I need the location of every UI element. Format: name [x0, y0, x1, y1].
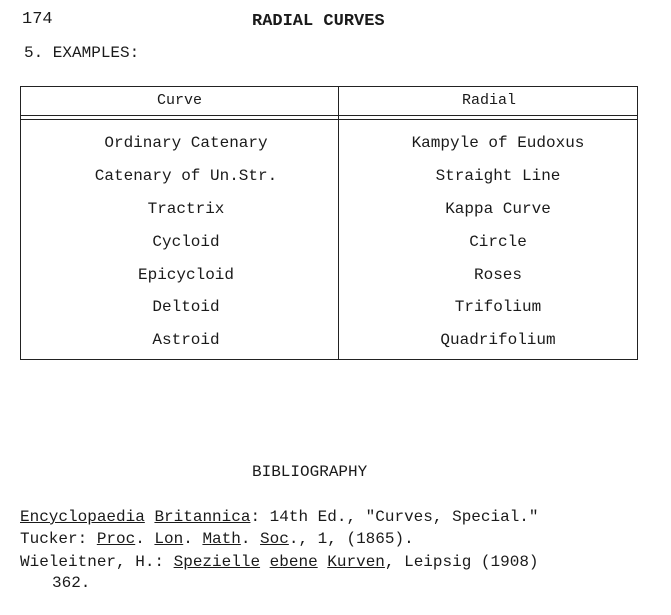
cited-work: Soc — [260, 530, 289, 548]
table-row — [21, 200, 637, 233]
curve-cell: Epicycloid — [137, 266, 234, 284]
radial-cell: Quadrifolium — [440, 331, 556, 349]
radial-cell: Circle — [469, 233, 527, 251]
radial-cell: Roses — [473, 266, 522, 284]
curve-cell: Ordinary Catenary — [104, 134, 268, 152]
table-row — [21, 167, 637, 200]
bibliography-entry: Encyclopaedia Britannica: 14th Ed., "Curves, Special." — [20, 508, 539, 526]
cited-work: Math — [202, 530, 241, 548]
table-row — [21, 331, 637, 364]
bibliography-entry-continuation: 362. — [52, 574, 91, 592]
bibliography-entry: Tucker: Proc. Lon. Math. Soc., 1, (1865). — [20, 530, 414, 548]
bibliography-entry: Wieleitner, H.: Spezielle ebene Kurven, Leipsig (1908) — [20, 553, 539, 571]
table-row — [21, 266, 637, 299]
curve-cell: Astroid — [152, 331, 220, 349]
table-row — [21, 298, 637, 331]
radial-cell: Kappa Curve — [445, 200, 551, 218]
curve-cell: Cycloid — [152, 233, 220, 251]
curve-cell: Deltoid — [152, 298, 220, 316]
radial-cell: Kampyle of Eudoxus — [411, 134, 585, 152]
cited-work: Proc — [96, 530, 136, 548]
cited-work: Kurven — [327, 553, 385, 571]
page-title: RADIAL CURVES — [252, 12, 385, 31]
curve-cell: Tractrix — [147, 200, 225, 218]
cited-work: Lon — [154, 530, 184, 548]
table-row — [21, 134, 637, 167]
column-header-curve: Curve — [156, 92, 202, 109]
header-rule — [21, 115, 637, 116]
cited-work: Britannica — [154, 508, 251, 526]
cited-work: Spezielle — [173, 553, 261, 571]
cited-work: ebene — [269, 553, 318, 571]
bibliography-heading: BIBLIOGRAPHY — [252, 463, 368, 481]
column-header-radial: Radial — [461, 92, 516, 109]
cited-work: Encyclopaedia — [20, 508, 145, 526]
examples-heading: 5. EXAMPLES: — [24, 44, 140, 62]
header-rule — [21, 119, 637, 120]
radial-cell: Trifolium — [454, 298, 542, 316]
table-row — [21, 233, 637, 266]
page-number: 174 — [22, 10, 53, 29]
curve-cell: Catenary of Un.Str. — [94, 167, 278, 185]
radial-cell: Straight Line — [435, 167, 561, 185]
examples-table — [20, 86, 638, 360]
